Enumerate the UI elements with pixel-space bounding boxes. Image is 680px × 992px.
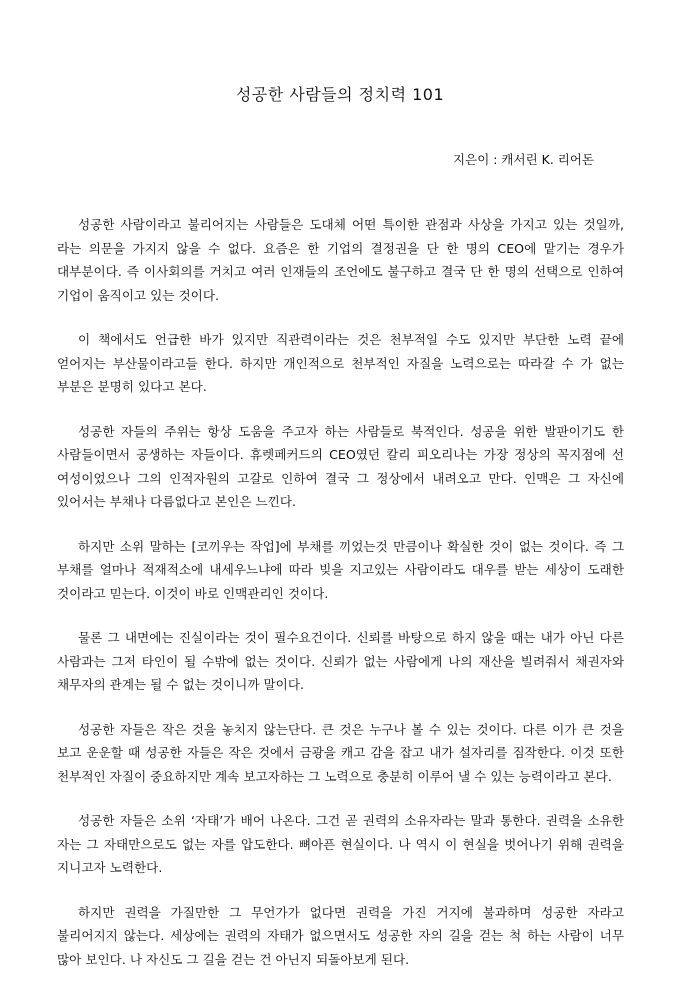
- paragraph: 하지만 소위 말하는 [코끼우는 작업]에 부채를 끼었는것 만큼이나 확실한 것이 없는 것이다. 즉 그 부채를 얼마나 적재적소에 내세우느냐에 따라 빚을 지고있는 사람이라도 대우를 받는 세상이 도래한 것이라고 믿는다. 이것이 바로 인맥관리인 것이다.: [57, 538, 624, 601]
- paragraph: 이 책에서도 언급한 바가 있지만 직관력이라는 것은 천부적일 수도 있지만 부단한 노력 끝에 얻어지는 부산물이라고들 한다. 하지만 개인적으로 천부적인 자질을 노력으로는 따라갈 수 가 없는 부분은 분명히 있다고 본다.: [57, 332, 624, 394]
- paragraph: 성공한 자들의 주위는 항상 도움을 주고자 하는 사람들로 북적인다. 성공을 위한 발판이기도 한 사람들이면서 공생하는 자들이다. 휴렛페커드의 CEO였던 칼리 피오리나는 가장 정상의 꼭지점에 선 여성이었으나 그의 인적자원의 고갈로 인하여 결국 그 정상에서 내려오고 만다. 인맥은 그 자신에 있어서는 부채나 다름없다고 본인은 느낀다.: [57, 423, 624, 509]
- paragraph: 물론 그 내면에는 진실이라는 것이 필수요건이다. 신뢰를 바탕으로 하지 않을 때는 내가 아닌 다른 사람과는 그저 타인이 될 수밖에 없는 것이다. 신뢰가 없는 사람에게 나의 재산을 빌려줘서 채권자와 채무자의 관계는 될 수 없는 것이니까 말이다.: [57, 630, 624, 692]
- paragraph: 성공한 사람이라고 불리어지는 사람들은 도대체 어떤 특이한 관점과 사상을 가지고 있는 것일까, 라는 의문을 가지지 않을 수 없다. 요즘은 한 기업의 결정권을 단 한 명의 CEO에 맡기는 경우가 대부분이다. 즉 이사회의를 거치고 여러 인재들의 조언에도 불구하고 결국 단 한 명의 선택으로 인하여 기업이 움직이고 있는 것이다.: [57, 217, 624, 303]
- paragraph: 하지만 권력을 가질만한 그 무언가가 없다면 권력을 가진 거지에 불과하며 성공한 자라고 불리어지지 않는다. 세상에는 권력의 자태가 없으면서도 성공한 자의 길을 걷는 척 하는 사람이 너무 많아 보인다. 나 자신도 그 길을 걷는 건 아닌지 되돌아보게 된다.: [57, 904, 624, 967]
- paragraph: 성공한 자들은 작은 것을 놓치지 않는단다. 큰 것은 누구나 볼 수 있는 것이다. 다른 이가 큰 것을 보고 운운할 때 성공한 자들은 작은 것에서 금광을 캐고 감을 잡고 내가 설자리를 짐작한다. 이것 또한 천부적인 자질이 중요하지만 계속 보고자하는 그 노력으로 충분히 이루어 낼 수 있는 능력이라고 본다.: [57, 721, 624, 784]
- author-line: 지은이 : 캐서린 K. 리어돈: [453, 152, 594, 167]
- document-body: [57, 213, 624, 992]
- paragraph: 성공한 자들은 소위 ‘자태’가 배어 나온다. 그건 곧 권력의 소유자라는 말과 통한다. 권력을 소유한 자는 그 자태만으로도 없는 자를 압도한다. 뼈아픈 현실이다. 나 역시 이 현실을 벗어나기 위해 권력을 지니고자 노력한다.: [57, 813, 624, 875]
- document-title: 성공한 사람들의 정치력 101: [235, 85, 445, 104]
